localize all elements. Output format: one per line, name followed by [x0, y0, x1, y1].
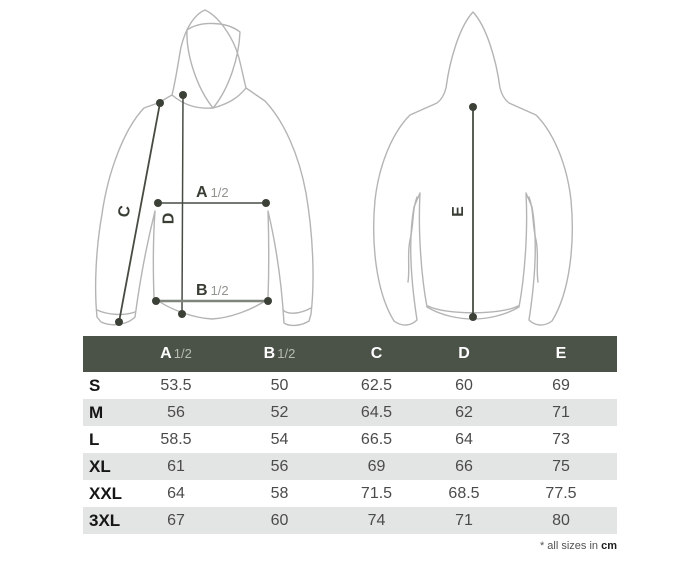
cell-c: 74 [367, 511, 386, 529]
cell-c: 64.5 [360, 403, 393, 421]
measure-dot [179, 91, 187, 99]
table-row-3xl [83, 507, 617, 534]
header-frac-b: 1/2 [277, 346, 296, 361]
header-col-c: C [330, 336, 423, 372]
front-hood-opening [187, 23, 240, 108]
size-label: L [89, 429, 100, 449]
measure-label-e: E [449, 206, 467, 217]
measure-dot [264, 297, 272, 305]
measure-dot [469, 313, 477, 321]
back-left-sleeve-fold [408, 197, 417, 282]
table-row-l [83, 426, 617, 453]
header-frac-a: 1/2 [173, 346, 192, 361]
front-left-cuff-line [97, 310, 135, 314]
header-row [83, 336, 617, 372]
cell-d: 68.5 [448, 484, 480, 502]
header-col-a [123, 336, 229, 372]
measure-dot [262, 199, 270, 207]
cell-b: 54 [270, 430, 289, 448]
size-label: XL [89, 456, 111, 476]
cell-e: 71 [552, 403, 570, 421]
cell-e: 80 [552, 511, 570, 529]
table-row-xxl [83, 480, 617, 507]
cell-c: 69 [367, 457, 386, 475]
footnote-unit: cm [601, 540, 617, 552]
cell-d: 62 [455, 403, 473, 421]
measure-label-d: D [160, 212, 178, 225]
cell-a: 56 [167, 403, 185, 421]
cell-d: 71 [455, 511, 473, 529]
cell-a: 67 [167, 511, 185, 529]
cell-b: 58 [270, 484, 289, 502]
cell-a: 58.5 [160, 430, 192, 448]
header-col-d: D [423, 336, 505, 372]
measure-frac-a: 1/2 [210, 185, 229, 200]
measure-dot [156, 99, 164, 107]
front-hoodie-silhouette [96, 10, 313, 325]
table-row-xl [83, 453, 617, 480]
cell-b: 52 [270, 403, 289, 421]
header-size-spacer [83, 336, 123, 372]
cell-d: 60 [455, 376, 473, 394]
size-label: XXL [89, 483, 123, 503]
cell-e: 69 [552, 376, 570, 394]
size-table [83, 336, 617, 534]
back-measurements [469, 103, 477, 321]
measure-letter-b: B [196, 282, 208, 299]
header-col-e: E [505, 336, 617, 372]
cell-a: 53.5 [160, 376, 192, 394]
size-label: 3XL [89, 510, 121, 530]
cell-a: 64 [167, 484, 185, 502]
measure-dot [469, 103, 477, 111]
cell-b: 50 [270, 376, 289, 394]
measure-label-a [196, 184, 229, 201]
cell-e: 75 [552, 457, 570, 475]
header-letter-a: A [160, 345, 172, 362]
measure-line-d [182, 95, 183, 314]
measure-label-b [196, 282, 229, 299]
header-col-b [229, 336, 330, 372]
size-table-header [83, 336, 617, 372]
table-row-s [83, 372, 617, 399]
cell-d: 64 [455, 430, 473, 448]
measure-dot [115, 318, 123, 326]
footnote-text: * all sizes in [539, 540, 602, 552]
cell-b: 60 [270, 511, 289, 529]
front-hoodie-drawing [96, 10, 313, 325]
header-letter-b: B [263, 345, 276, 362]
cell-c: 71.5 [360, 484, 393, 502]
measure-dot [152, 297, 160, 305]
table-row-m [83, 399, 617, 426]
measure-dot [154, 199, 162, 207]
measure-frac-b: 1/2 [210, 283, 229, 298]
size-label: S [89, 375, 101, 395]
front-right-cuff-line [283, 308, 311, 313]
cell-c: 62.5 [360, 376, 393, 394]
cell-c: 66.5 [360, 430, 393, 448]
measure-label-c: C [115, 204, 135, 219]
cell-d: 66 [455, 457, 473, 475]
cell-a: 61 [167, 457, 185, 475]
size-label: M [89, 402, 104, 422]
cell-e: 73 [552, 430, 570, 448]
measure-letter-a: A [196, 184, 208, 201]
measure-dot [178, 310, 186, 318]
back-right-sleeve-fold [529, 197, 538, 282]
cell-b: 56 [270, 457, 289, 475]
cell-e: 77.5 [545, 484, 577, 502]
units-footnote [0, 540, 617, 552]
